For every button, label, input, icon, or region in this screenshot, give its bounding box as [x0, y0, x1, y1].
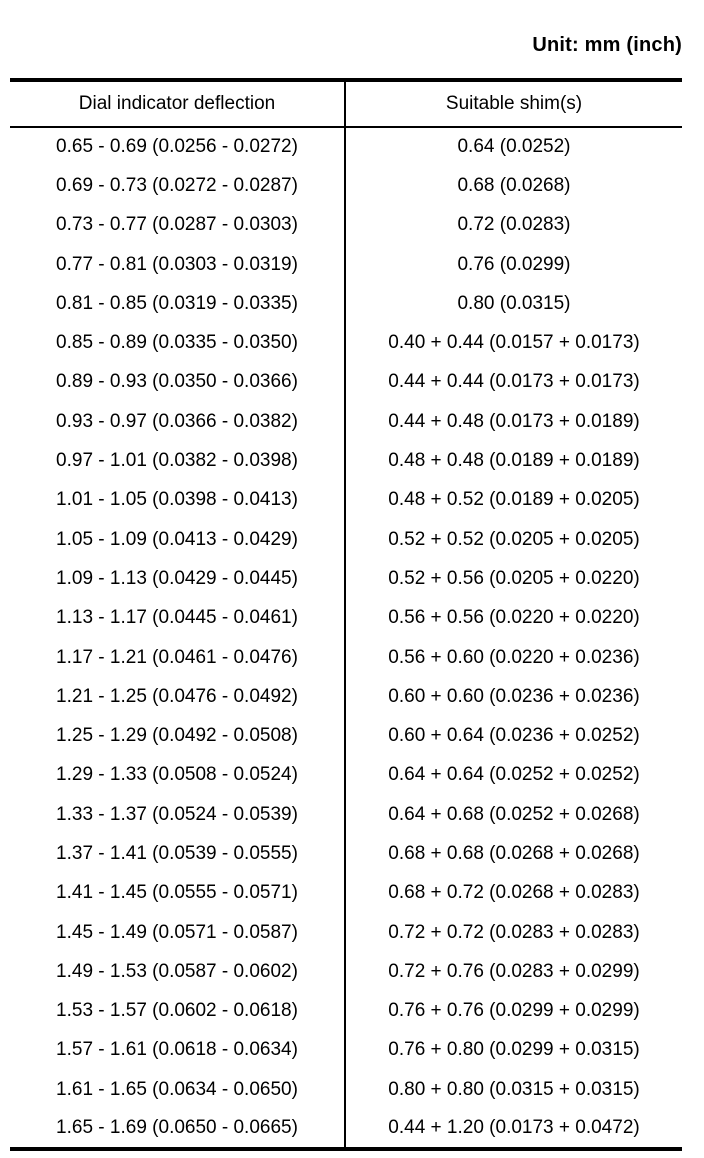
table-row: [10, 1031, 682, 1070]
suitable-shim-cell: 0.60 + 0.64 (0.0236 + 0.0252): [388, 725, 640, 747]
table-row: [10, 441, 682, 480]
header-row: [10, 80, 682, 127]
suitable-shim-cell: 0.72 (0.0283): [457, 214, 571, 236]
table-row: [10, 245, 682, 284]
table-row: [10, 992, 682, 1031]
suitable-shim-cell: 0.80 + 0.80 (0.0315 + 0.0315): [388, 1078, 640, 1100]
suitable-shim-cell: 0.64 + 0.68 (0.0252 + 0.0268): [388, 803, 640, 825]
table-row: [10, 874, 682, 913]
suitable-shim-cell: 0.40 + 0.44 (0.0157 + 0.0173): [388, 332, 640, 354]
suitable-shim-cell: 0.56 + 0.56 (0.0220 + 0.0220): [388, 607, 640, 629]
deflection-range-cell: 1.21 - 1.25 (0.0476 - 0.0492): [10, 677, 345, 716]
table-row: [10, 363, 682, 402]
shim-selection-table: [10, 78, 682, 1151]
suitable-shim-cell: 0.52 + 0.52 (0.0205 + 0.0205): [388, 528, 640, 550]
table-header: [10, 80, 682, 127]
deflection-range-cell: 1.61 - 1.65 (0.0634 - 0.0650): [10, 1070, 345, 1109]
suitable-shim-cell: 0.80 (0.0315): [457, 292, 571, 314]
suitable-shim-cell: 0.68 + 0.72 (0.0268 + 0.0283): [388, 882, 640, 904]
deflection-range-cell: 1.65 - 1.69 (0.0650 - 0.0665): [10, 1109, 345, 1148]
deflection-range-cell: 1.17 - 1.21 (0.0461 - 0.0476): [10, 638, 345, 677]
deflection-range-cell: 0.65 - 0.69 (0.0256 - 0.0272): [10, 127, 345, 166]
suitable-shim-cell: 0.48 + 0.48 (0.0189 + 0.0189): [388, 450, 640, 472]
header-dial-indicator-deflection: Dial indicator deflection: [10, 80, 345, 127]
deflection-range-cell: 1.57 - 1.61 (0.0618 - 0.0634): [10, 1031, 345, 1070]
table-row: [10, 1109, 682, 1148]
header-suitable-shims: Suitable shim(s): [345, 80, 682, 127]
deflection-range-cell: 1.53 - 1.57 (0.0602 - 0.0618): [10, 992, 345, 1031]
table-row: [10, 166, 682, 205]
suitable-shim-cell: 0.68 (0.0268): [457, 174, 571, 196]
deflection-range-cell: 1.05 - 1.09 (0.0413 - 0.0429): [10, 520, 345, 559]
suitable-shim-cell: 0.64 + 0.64 (0.0252 + 0.0252): [388, 764, 640, 786]
deflection-range-cell: 1.41 - 1.45 (0.0555 - 0.0571): [10, 874, 345, 913]
suitable-shim-cell: 0.60 + 0.60 (0.0236 + 0.0236): [388, 685, 640, 707]
deflection-range-cell: 0.97 - 1.01 (0.0382 - 0.0398): [10, 441, 345, 480]
suitable-shim-cell: 0.44 + 1.20 (0.0173 + 0.0472): [345, 1109, 682, 1148]
suitable-shim-cell: 0.44 + 0.48 (0.0173 + 0.0189): [388, 410, 640, 432]
table-row: [10, 913, 682, 952]
deflection-range-cell: 1.33 - 1.37 (0.0524 - 0.0539): [10, 795, 345, 834]
deflection-range-cell: 0.81 - 0.85 (0.0319 - 0.0335): [10, 284, 345, 323]
deflection-range-cell: 1.25 - 1.29 (0.0492 - 0.0508): [10, 716, 345, 755]
deflection-range-cell: 1.13 - 1.17 (0.0445 - 0.0461): [10, 599, 345, 638]
table-row: [10, 520, 682, 559]
deflection-range-cell: 0.89 - 0.93 (0.0350 - 0.0366): [10, 363, 345, 402]
table-row: [10, 127, 682, 166]
deflection-range-cell: 1.09 - 1.13 (0.0429 - 0.0445): [10, 559, 345, 598]
deflection-range-cell: 1.49 - 1.53 (0.0587 - 0.0602): [10, 952, 345, 991]
deflection-range-cell: 1.37 - 1.41 (0.0539 - 0.0555): [10, 834, 345, 873]
suitable-shim-cell: 0.76 (0.0299): [457, 253, 571, 275]
deflection-range-cell: 0.73 - 0.77 (0.0287 - 0.0303): [10, 206, 345, 245]
table-body: [10, 127, 682, 1149]
suitable-shim-cell: 0.72 + 0.76 (0.0283 + 0.0299): [388, 960, 640, 982]
table-row: [10, 795, 682, 834]
deflection-range-cell: 1.45 - 1.49 (0.0571 - 0.0587): [10, 913, 345, 952]
deflection-range-cell: 1.01 - 1.05 (0.0398 - 0.0413): [10, 481, 345, 520]
deflection-range-cell: 1.29 - 1.33 (0.0508 - 0.0524): [10, 756, 345, 795]
table-row: [10, 677, 682, 716]
table-row: [10, 284, 682, 323]
suitable-shim-cell: 0.56 + 0.60 (0.0220 + 0.0236): [388, 646, 640, 668]
table-row: [10, 323, 682, 362]
table-row: [10, 206, 682, 245]
deflection-range-cell: 0.69 - 0.73 (0.0272 - 0.0287): [10, 166, 345, 205]
suitable-shim-cell: 0.72 + 0.72 (0.0283 + 0.0283): [388, 921, 640, 943]
table-row: [10, 638, 682, 677]
suitable-shim-cell: 0.76 + 0.76 (0.0299 + 0.0299): [388, 1000, 640, 1022]
table-row: [10, 952, 682, 991]
suitable-shim-cell: 0.68 + 0.68 (0.0268 + 0.0268): [388, 842, 640, 864]
table-row: [10, 402, 682, 441]
suitable-shim-cell: 0.48 + 0.52 (0.0189 + 0.0205): [388, 489, 640, 511]
table-row: [10, 756, 682, 795]
unit-label: Unit: mm (inch): [532, 34, 682, 56]
deflection-range-cell: 0.77 - 0.81 (0.0303 - 0.0319): [10, 245, 345, 284]
shim-table-container: [10, 78, 682, 1151]
table-row: [10, 716, 682, 755]
table-row: [10, 481, 682, 520]
suitable-shim-cell: 0.76 + 0.80 (0.0299 + 0.0315): [388, 1039, 640, 1061]
deflection-range-cell: 0.85 - 0.89 (0.0335 - 0.0350): [10, 323, 345, 362]
table-row: [10, 559, 682, 598]
suitable-shim-cell: 0.44 + 0.44 (0.0173 + 0.0173): [388, 371, 640, 393]
table-row: [10, 599, 682, 638]
table-row: [10, 1070, 682, 1109]
table-row: [10, 834, 682, 873]
suitable-shim-cell: 0.64 (0.0252): [457, 136, 571, 158]
deflection-range-cell: 0.93 - 0.97 (0.0366 - 0.0382): [10, 402, 345, 441]
suitable-shim-cell: 0.52 + 0.56 (0.0205 + 0.0220): [388, 567, 640, 589]
